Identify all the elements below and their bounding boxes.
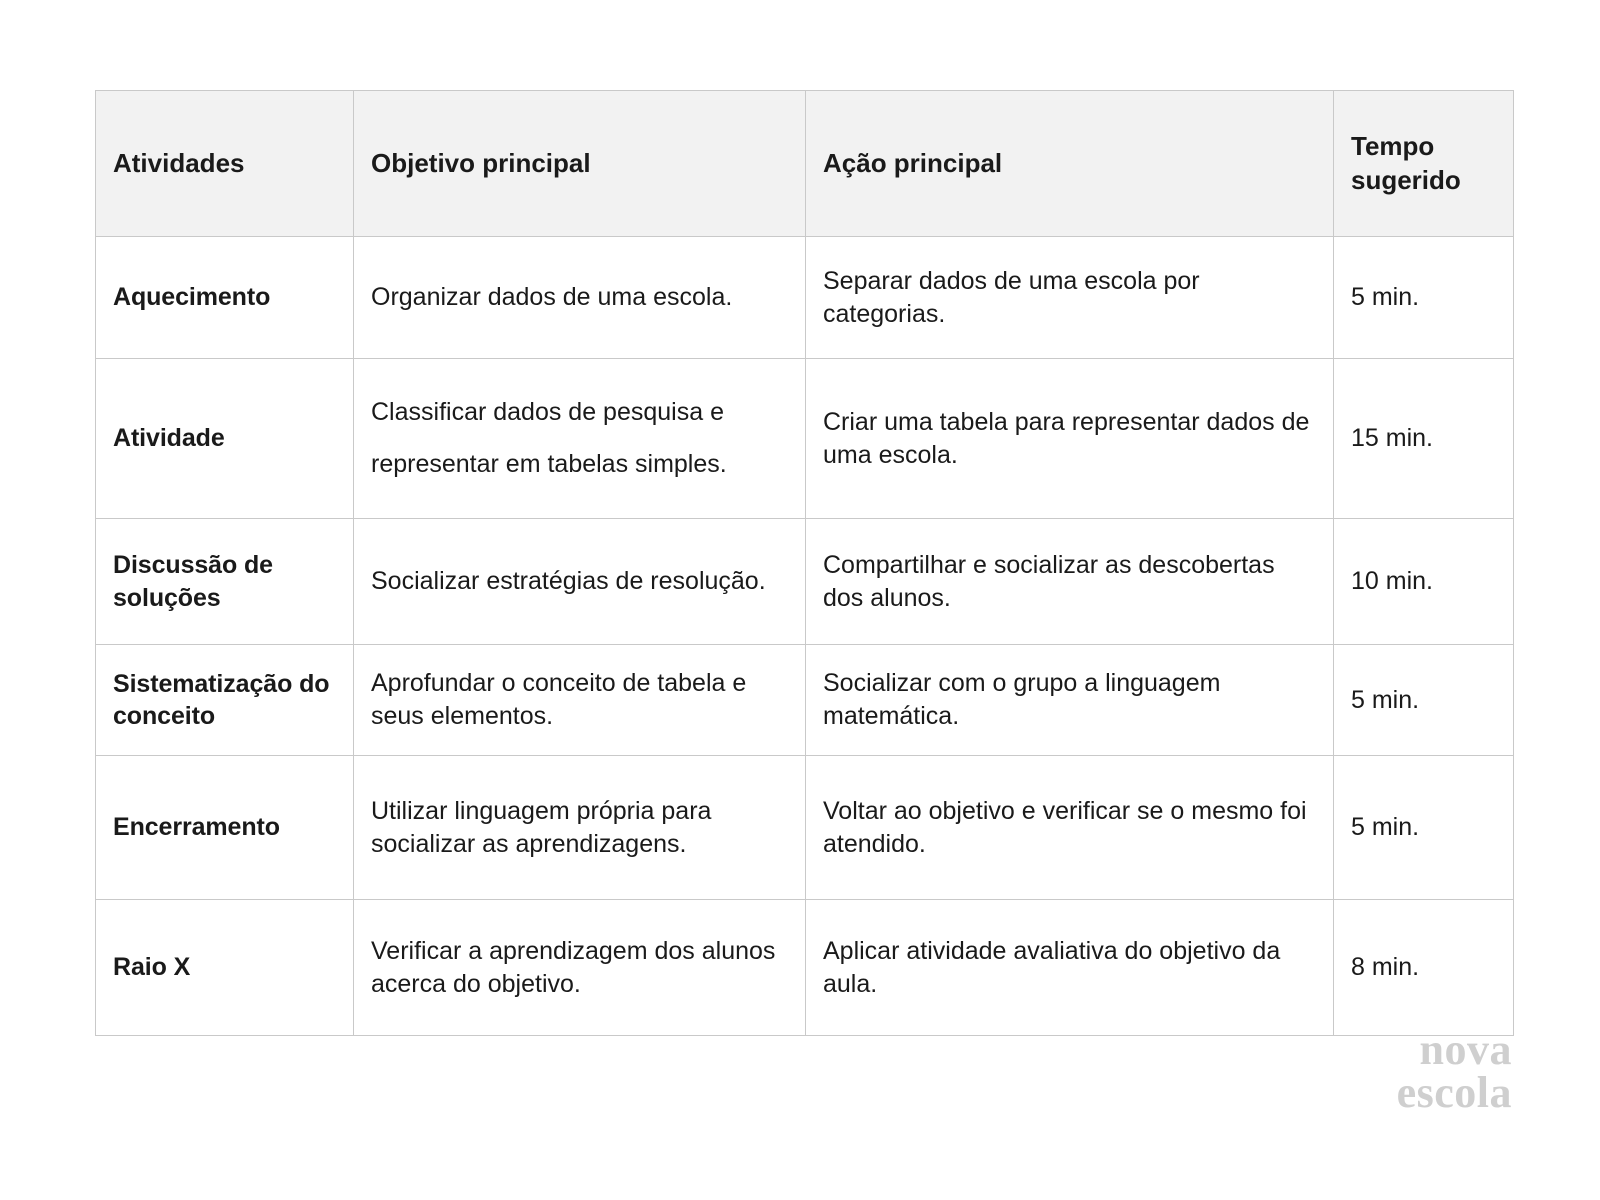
table-row bbox=[96, 645, 1514, 756]
column-header-objetivo-principal: Objetivo principal bbox=[354, 91, 806, 237]
cell-objective: Utilizar linguagem própria para socializar as aprendizagens. bbox=[354, 756, 806, 900]
cell-action: Compartilhar e socializar as descobertas dos alunos. bbox=[806, 519, 1334, 645]
cell-time: 5 min. bbox=[1334, 645, 1514, 756]
cell-time: 8 min. bbox=[1334, 900, 1514, 1036]
cell-action: Criar uma tabela para representar dados de uma escola. bbox=[806, 359, 1334, 519]
table-body bbox=[96, 237, 1514, 1036]
cell-activity: Encerramento bbox=[96, 756, 354, 900]
table-row bbox=[96, 756, 1514, 900]
logo-line-escola: escola bbox=[1396, 1068, 1512, 1118]
cell-action: Separar dados de uma escola por categorias. bbox=[806, 237, 1334, 359]
cell-time: 15 min. bbox=[1334, 359, 1514, 519]
cell-activity: Sistematização do conceito bbox=[96, 645, 354, 756]
cell-action: Socializar com o grupo a linguagem matemática. bbox=[806, 645, 1334, 756]
cell-activity: Atividade bbox=[96, 359, 354, 519]
cell-activity: Raio X bbox=[96, 900, 354, 1036]
cell-time: 5 min. bbox=[1334, 237, 1514, 359]
cell-objective: Organizar dados de uma escola. bbox=[354, 237, 806, 359]
table-header-row bbox=[96, 91, 1514, 237]
logo-line-nova: nova bbox=[1419, 1025, 1512, 1074]
table-row bbox=[96, 237, 1514, 359]
cell-objective: Socializar estratégias de resolução. bbox=[354, 519, 806, 645]
table-row bbox=[96, 359, 1514, 519]
cell-action: Aplicar atividade avaliativa do objetivo da aula. bbox=[806, 900, 1334, 1036]
column-header-acao-principal: Ação principal bbox=[806, 91, 1334, 237]
cell-objective: Classificar dados de pesquisa e representar em tabelas simples. bbox=[354, 359, 806, 519]
table-row bbox=[96, 900, 1514, 1036]
column-header-tempo-sugerido: Tempo sugerido bbox=[1334, 91, 1514, 237]
cell-objective: Verificar a aprendizagem dos alunos acerca do objetivo. bbox=[354, 900, 806, 1036]
cell-time: 5 min. bbox=[1334, 756, 1514, 900]
table-header bbox=[96, 91, 1514, 237]
lesson-plan-table bbox=[95, 90, 1514, 1036]
cell-activity: Discussão de soluções bbox=[96, 519, 354, 645]
cell-objective: Aprofundar o conceito de tabela e seus elementos. bbox=[354, 645, 806, 756]
cell-action: Voltar ao objetivo e verificar se o mesmo foi atendido. bbox=[806, 756, 1334, 900]
cell-time: 10 min. bbox=[1334, 519, 1514, 645]
column-header-atividades: Atividades bbox=[96, 91, 354, 237]
table-row bbox=[96, 519, 1514, 645]
cell-activity: Aquecimento bbox=[96, 237, 354, 359]
nova-escola-logo bbox=[1342, 1025, 1512, 1118]
